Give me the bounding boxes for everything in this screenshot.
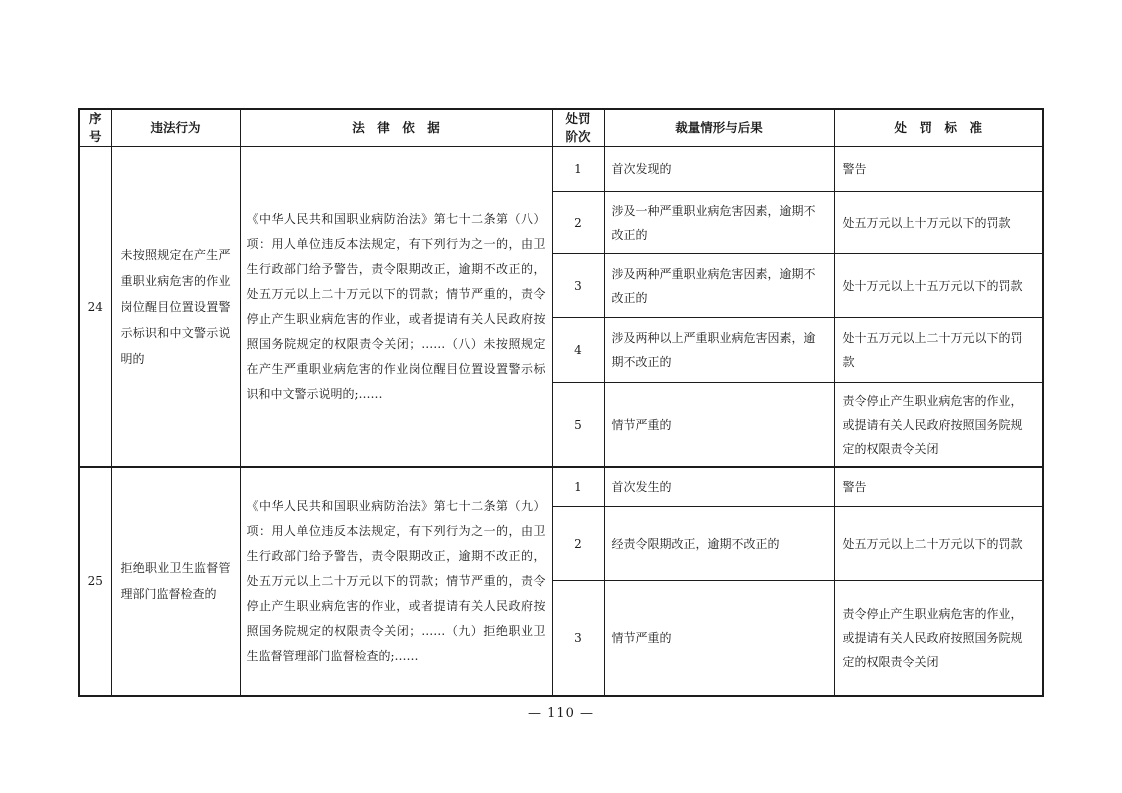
row-24-level-2-standard: 处五万元以上十万元以下的罚款	[834, 192, 1043, 254]
row-25-level-2-cell: 2	[552, 507, 604, 581]
table-row	[79, 147, 1043, 192]
row-25-violation-cell: 拒绝职业卫生监督管理部门监督检查的	[111, 467, 240, 696]
row-24-level-1-cell: 1	[552, 147, 604, 192]
row-25-level-1-cell: 1	[552, 467, 604, 507]
row-24-level-3-cell: 3	[552, 254, 604, 318]
row-24-level-5-circumstance: 情节严重的	[604, 383, 834, 467]
row-25-legal-basis-cell: 《中华人民共和国职业病防治法》第七十二条第（九）项：用人单位违反本法规定，有下列行为之一的，由卫生行政部门给予警告，责令限期改正，逾期不改正的，处五万元以上二十万元以下的罚款；情节严重的，责令停止产生职业病危害的作业，或者提请有关人民政府按照国务院规定的权限责令关闭；……（九）拒绝职业卫生监督管理部门监督检查的;……	[240, 467, 552, 696]
row-24-level-2-circumstance: 涉及一种严重职业病危害因素，逾期不改正的	[604, 192, 834, 254]
row-25-level-2-standard: 处五万元以上二十万元以下的罚款	[834, 507, 1043, 581]
row-24-level-3-circumstance: 涉及两种严重职业病危害因素，逾期不改正的	[604, 254, 834, 318]
row-24-level-1-circumstance: 首次发现的	[604, 147, 834, 192]
row-25-level-1-circumstance: 首次发生的	[604, 467, 834, 507]
col-header-penalty-standard: 处 罚 标 准	[834, 109, 1043, 147]
row-24-level-5-cell: 5	[552, 383, 604, 467]
row-24-level-1-standard: 警告	[834, 147, 1043, 192]
row-24-level-3-standard: 处十万元以上十五万元以下的罚款	[834, 254, 1043, 318]
col-header-penalty-level-label: 处罚阶次	[565, 111, 591, 145]
row-24-legal-basis-cell: 《中华人民共和国职业病防治法》第七十二条第（八）项：用人单位违反本法规定，有下列行为之一的，由卫生行政部门给予警告，责令限期改正，逾期不改正的，处五万元以上二十万元以下的罚款；情节严重的，责令停止产生职业病危害的作业，或者提请有关人民政府按照国务院规定的权限责令关闭；……（八）未按照规定在产生严重职业病危害的作业岗位醒目位置设置警示标识和中文警示说明的;……	[240, 147, 552, 467]
row-24-level-2-cell: 2	[552, 192, 604, 254]
row-25-level-3-cell: 3	[552, 581, 604, 696]
col-header-no-label: 序号	[88, 111, 102, 145]
row-24-level-4-cell: 4	[552, 318, 604, 383]
row-24-level-5-standard: 责令停止产生职业病危害的作业，或提请有关人民政府按照国务院规定的权限责令关闭	[834, 383, 1043, 467]
col-header-penalty-level	[552, 109, 604, 147]
row-25-level-3-standard: 责令停止产生职业病危害的作业，或提请有关人民政府按照国务院规定的权限责令关闭	[834, 581, 1043, 696]
row-24-no-cell: 24	[79, 147, 111, 467]
page-number: — 110 —	[527, 706, 595, 721]
row-25-no-cell: 25	[79, 467, 111, 696]
col-header-circumstance: 裁量情形与后果	[604, 109, 834, 147]
row-24-level-4-circumstance: 涉及两种以上严重职业病危害因素，逾期不改正的	[604, 318, 834, 383]
table-row	[79, 467, 1043, 507]
col-header-violation: 违法行为	[111, 109, 240, 147]
col-header-legal-basis: 法 律 依 据	[240, 109, 552, 147]
row-25-level-2-circumstance: 经责令限期改正，逾期不改正的	[604, 507, 834, 581]
header-row	[79, 109, 1043, 147]
penalty-discretion-table	[78, 108, 1044, 697]
col-header-no	[79, 109, 111, 147]
row-24-level-4-standard: 处十五万元以上二十万元以下的罚款	[834, 318, 1043, 383]
row-24-violation-cell: 未按照规定在产生严重职业病危害的作业岗位醒目位置设置警示标识和中文警示说明的	[111, 147, 240, 467]
row-25-level-3-circumstance: 情节严重的	[604, 581, 834, 696]
row-25-level-1-standard: 警告	[834, 467, 1043, 507]
